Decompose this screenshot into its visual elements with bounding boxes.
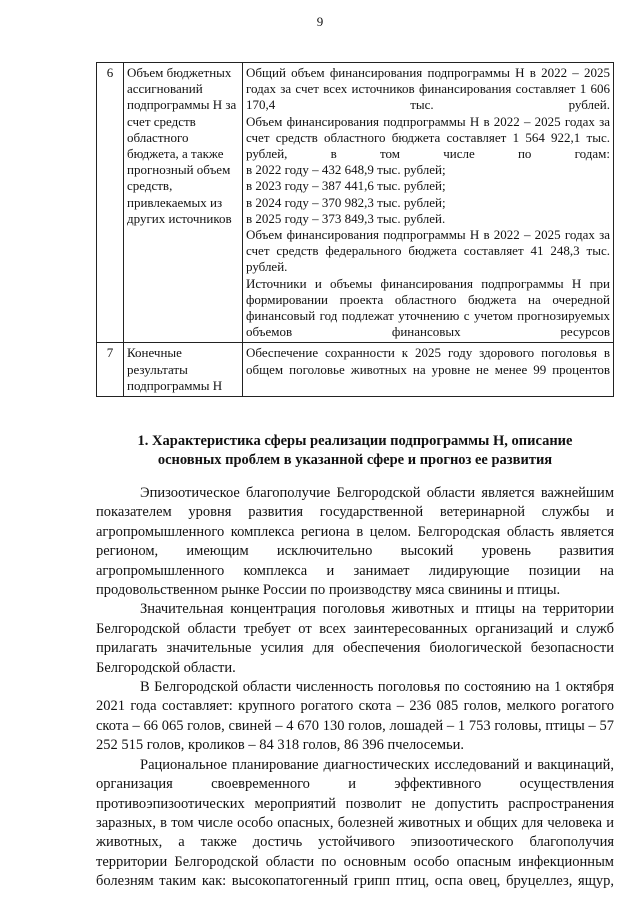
subprogram-passport-table [96,62,614,397]
paragraph: в 2023 году – 387 441,6 тыс. рублей; [246,178,446,194]
body-paragraph: Рациональное планирование диагностических исследований и вакцинаций, организация своевременного и эффективного осуществления противоэпизоотических мероприятий позволит не допустить распространения заразных, в том числе особо опасных, болезней животных и общих для человека и животных, а также достичь устойчивого эпизоотического благополучия территории Белгородской области по основным особо опасным инфекционным болезням таким как: высокопатогенный грипп птиц, оспа овец, бруцеллез, ящур, [96,756,614,890]
body-paragraph: В Белгородской области численность поголовья по состоянию на 1 октября 2021 года составляет: крупного рогатого скота – 236 085 голов, мелкого рогатого скота – 66 065 голов, свиней – 4 670 130 голов, лошадей – 1 753 головы, птицы – 57 252 515 голов, кроликов – 84 318 голов, 86 396 пчелосемьи. [96,679,614,754]
paragraph: Общий объем финансирования подпрограммы Н в 2022 – 2025 годах за счет всех источников финансирования составляет 1 606 170,4 тыс. рублей. [246,65,610,113]
section-heading-line: 1. Характеристика сферы реализации подпрограммы Н, описание [137,433,573,449]
row-title: Конечные результаты подпрограммы Н [124,343,243,397]
paragraph: Источники и объемы финансирования подпрограммы Н при формировании проекта областного бюджета на очередной финансовый год подлежат уточнению с учетом прогнозируемых объемов финансовых ресурсов [246,275,610,340]
section-body [96,484,614,892]
table-row [97,63,614,343]
body-paragraph: Эпизоотическое благополучие Белгородской области является важнейшим показателем уровня развития государственной ветеринарной службы и агропромышленного комплекса региона в целом. Белгородская область является регионом, имеющим исключительно высокий уровень развития агропромышленного комплекса и занимает лидирующие позиции на продовольственном рынке России по производству мяса свинины и птицы. [96,485,614,599]
row-number: 7 [97,343,124,397]
table-row [97,343,614,397]
paragraph: в 2025 году – 373 849,3 тыс. рублей. [246,210,446,226]
section-heading [96,432,614,470]
row-content [243,63,614,343]
section-heading-line: основных проблем в указанной сфере и прогноз ее развития [157,452,553,468]
paragraph: в 2022 году – 432 648,9 тыс. рублей; [246,162,446,178]
paragraph: Обеспечение сохранности к 2025 году здорового поголовья в общем поголовье животных на уровне не менее 99 процентов [246,345,610,377]
row-content [243,343,614,397]
paragraph: в 2024 году – 370 982,3 тыс. рублей; [246,194,446,210]
row-number: 6 [97,63,124,343]
body-paragraph: Значительная концентрация поголовья животных и птицы на территории Белгородской области требует от всех заинтересованных организаций и служб прилагать значительные усилия для обеспечения биологической безопасности Белгородской области. [96,601,614,676]
paragraph: Объем финансирования подпрограммы Н в 2022 – 2025 годах за счет средств федерального бюджета составляет 41 248,3 тыс. рублей. [246,227,610,275]
page-number: 9 [316,14,324,29]
row-title: Объем бюджетных ассигнований подпрограммы Н за счет средств областного бюджета, а также прогнозный объем средств, привлекаемых из других источников [124,63,243,343]
paragraph: Объем финансирования подпрограммы Н в 2022 – 2025 годах за счет средств областного бюджета составляет 1 564 922,1 тыс. рублей, в том числе по годам: [246,113,610,162]
